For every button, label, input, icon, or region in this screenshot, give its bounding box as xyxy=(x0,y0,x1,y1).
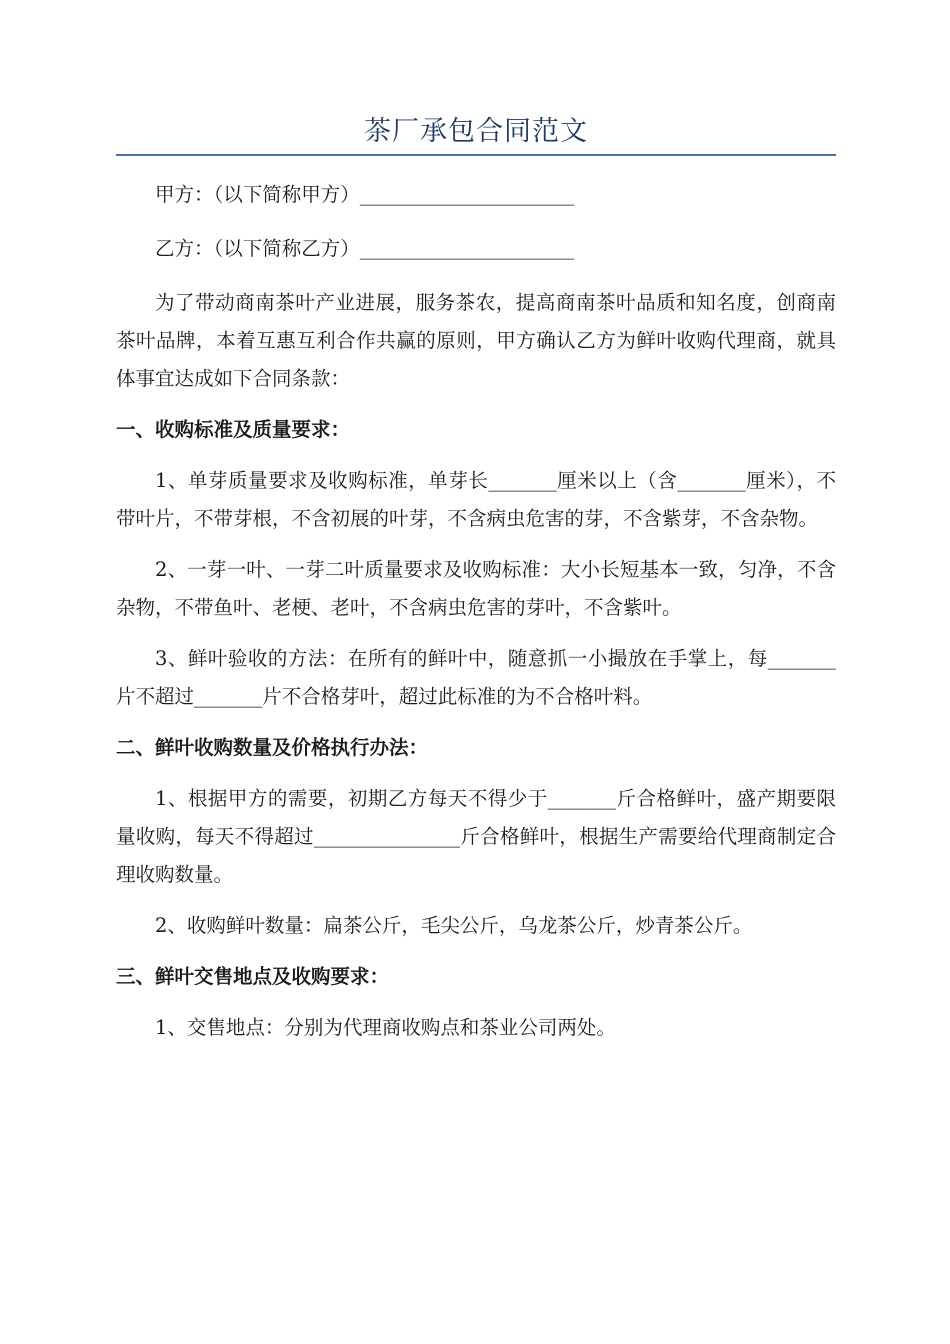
section-heading-3: 三、鲜叶交售地点及收购要求： xyxy=(116,965,390,988)
party-b-line: 乙方：（以下简称乙方）______________________ xyxy=(155,237,575,260)
section-3-paragraph-1: 1、交售地点：分别为代理商收购点和茶业公司两处。 xyxy=(155,1016,616,1039)
title-divider xyxy=(116,154,836,156)
section-1-paragraph-3: 3、鲜叶验收的方法：在所有的鲜叶中，随意抓一小撮放在手掌上，每_______片不超过_______片不合格芽叶，超过此标准的为不合格叶料。 xyxy=(116,647,836,708)
intro-paragraph: 为了带动商南茶叶产业进展，服务茶农，提高商南茶叶品质和知名度，创商南茶叶品牌，本着互惠互利合作共赢的原则，甲方确认乙方为鲜叶收购代理商，就具体事宜达成如下合同条款： xyxy=(116,291,836,390)
section-1-paragraph-1: 1、单芽质量要求及收购标准，单芽长_______厘米以上（含_______厘米），不带叶片，不带芽根，不含初展的叶芽，不含病虫危害的芽，不含紫芽，不含杂物。 xyxy=(116,469,836,530)
section-2-paragraph-1: 1、根据甲方的需要，初期乙方每天不得少于_______斤合格鲜叶，盛产期要限量收购，每天不得超过_______________斤合格鲜叶，根据生产需要给代理商制定合理收购数量。 xyxy=(116,787,836,886)
section-heading-1: 一、收购标准及质量要求： xyxy=(116,418,351,441)
party-a-line: 甲方：（以下简称甲方）______________________ xyxy=(155,183,575,206)
section-heading-2: 二、鲜叶收购数量及价格执行办法： xyxy=(116,736,429,759)
section-1-paragraph-2: 2、一芽一叶、一芽二叶质量要求及收购标准：大小长短基本一致，匀净，不含杂物，不带鱼叶、老梗、老叶，不含病虫危害的芽叶，不含紫叶。 xyxy=(116,558,836,619)
section-2-paragraph-2: 2、收购鲜叶数量：扁茶公斤，毛尖公斤，乌龙茶公斤，炒青茶公斤。 xyxy=(155,914,753,937)
document-title: 茶厂承包合同范文 xyxy=(364,116,588,147)
document-body xyxy=(116,176,836,1060)
